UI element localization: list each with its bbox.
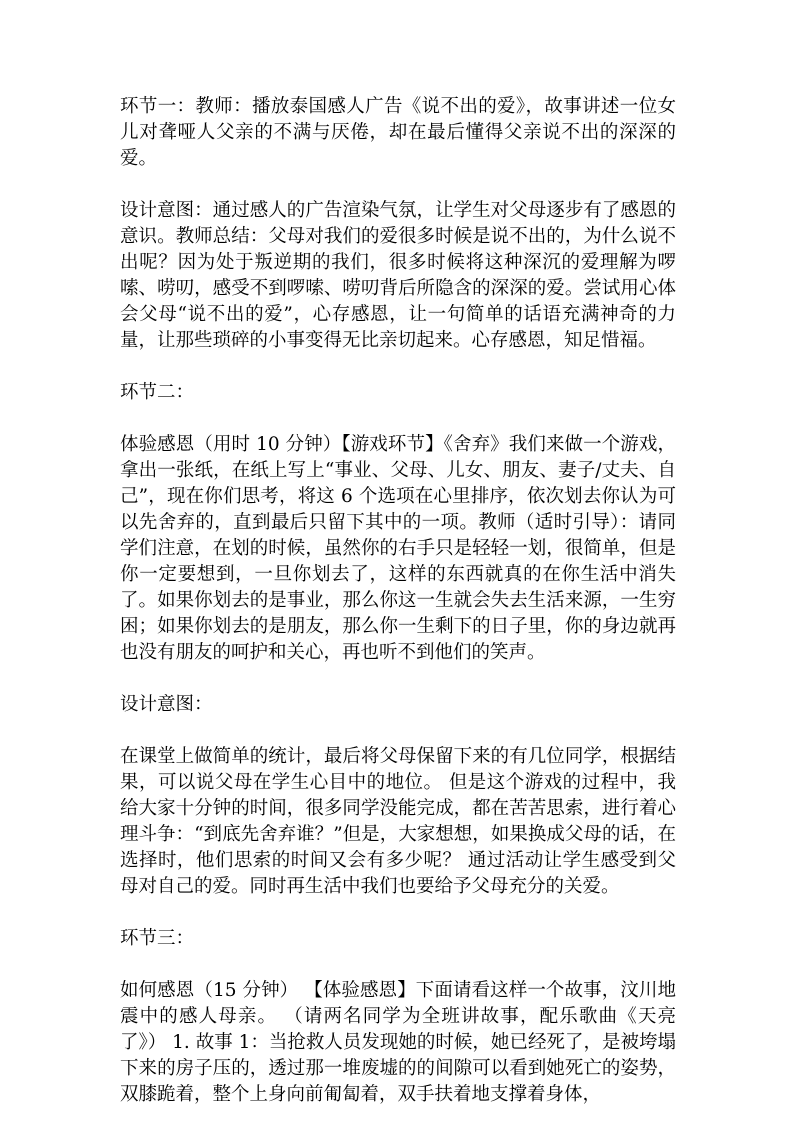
- paragraph-design-intent-one: 设计意图：通过感人的广告渲染气氛，让学生对父母逐步有了感恩的意识。教师总结：父母对我们的爱很多时候是说不出的，为什么说不出呢？因为处于叛逆期的我们，很多时候将这种深沉的爱理解为啰嗦、唠叨，感受不到啰嗦、唠叨背后所隐含的深深的爱。尝试用心体会父母“说不出的爱”，心存感恩，让一句简单的话语充满神奇的力量，让那些琐碎的小事变得无比亲切起来。心存感恩，知足惜福。: [120, 200, 676, 351]
- paragraph-design-intent-two: 在课堂上做简单的统计，最后将父母保留下来的有几位同学，根据结果，可以说父母在学生心目中的地位。 但是这个游戏的过程中，我给大家十分钟的时间，很多同学没能完成，都在苦苦思索，进行着心理斗争：“到底先舍弃谁？”但是，大家想想，如果换成父母的话，在选择时，他们思索的时间又会有多少呢？ 通过活动让学生感受到父母对自己的爱。同时再生活中我们也要给予父母充分的关爱。: [120, 746, 676, 897]
- document-page: [120, 94, 676, 1108]
- paragraph-section-three-heading: 环节三：: [120, 928, 195, 949]
- paragraph-section-one: 环节一：教师：播放泰国感人广告《说不出的爱》，故事讲述一位女儿对聋哑人父亲的不满与厌倦，却在最后懂得父亲说不出的深深的爱。: [120, 96, 676, 169]
- paragraph-section-two-heading: 环节二：: [120, 382, 195, 403]
- paragraph-game-description: 体验感恩（用时 10 分钟）【游戏环节】《舍弃》我们来做一个游戏，拿出一张纸，在纸上写上“事业、父母、儿女、朋友、妻子/丈夫、自己”，现在你们思考，将这 6 个选项在心里排序，依次划去你认为可以先舍弃的，直到最后只留下其中的一项。教师（适时引导）：请同学们注意，在划的时候，虽然你的右手只是轻轻一划，很简单，但是你一定要想到，一旦你划去了，这样的东西就真的在你生活中消失了。如果你划去的是事业，那么你这一生就会失去生活来源，一生穷困；如果你划去的是朋友，那么你一生剩下的日子里，你的身边就再也没有朋友的呵护和关心，再也听不到他们的笑声。: [120, 434, 676, 663]
- paragraph-story: 如何感恩（15 分钟） 【体验感恩】下面请看这样一个故事，汶川地震中的感人母亲。 （请两名同学为全班讲故事，配乐歌曲《天亮了》） 1. 故事 1：当抢救人员发现她的时候，她已经死了，是被垮塌下来的房子压的，透过那一堆废墟的的间隙可以看到她死亡的姿势，双膝跪着，整个上身向前匍匐着，双手扶着地支撑着身体，: [120, 980, 676, 1105]
- paragraph-design-intent-two-heading: 设计意图：: [120, 694, 213, 715]
